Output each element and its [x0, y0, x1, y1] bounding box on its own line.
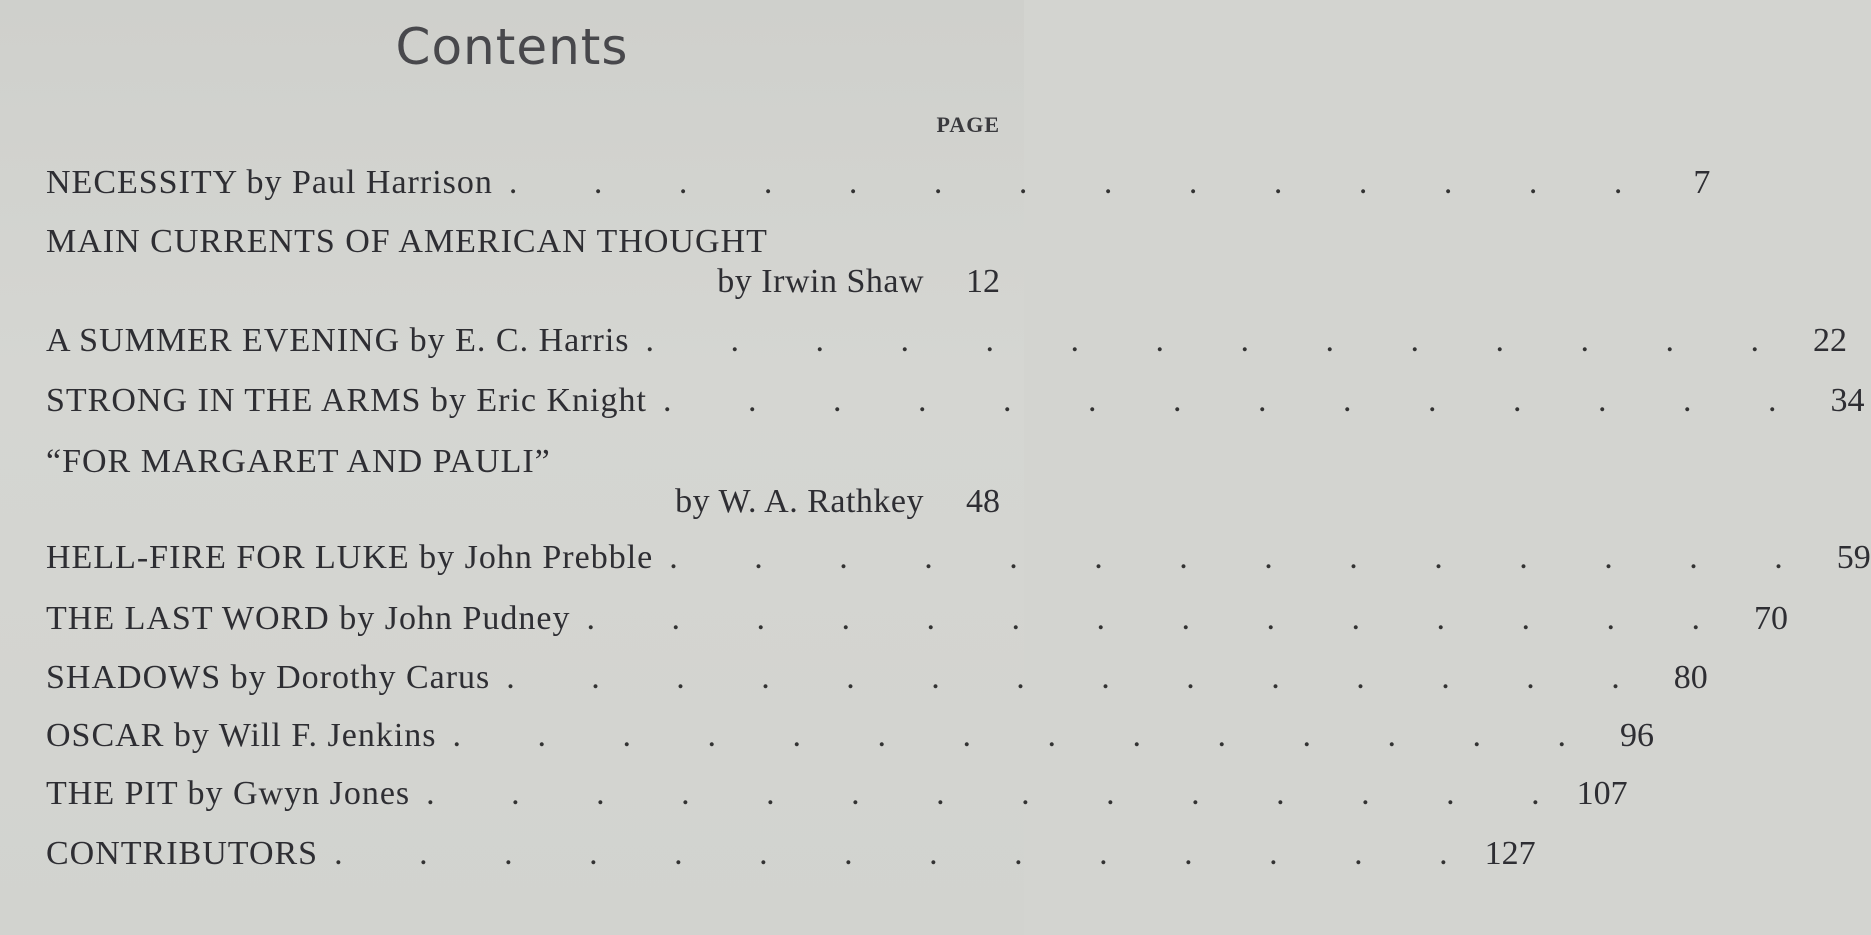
leader-dots: . . . . . . . . . . . . . . — [586, 600, 1734, 637]
entry-title: THE LAST WORD by John Pudney — [46, 600, 571, 637]
entry-page-number: 22 — [1813, 322, 1848, 359]
entry-title: MAIN CURRENTS OF AMERICAN THOUGHT — [46, 223, 768, 260]
entry-byline: by W. A. Rathkey — [675, 483, 924, 520]
toc-entry — [46, 322, 1848, 362]
entry-page-number: 96 — [1620, 717, 1655, 754]
entry-title: NECESSITY by Paul Harrison — [46, 164, 493, 201]
page-title: Contents — [395, 18, 629, 76]
toc-entry — [46, 443, 1000, 523]
leader-dots: . . . . . . . . . . . . . . — [426, 775, 1574, 812]
leader-dots: . . . . . . . . . . . . . . — [334, 835, 1482, 872]
leader-dots: . . . . . . . . . . . . . . — [669, 539, 1817, 576]
toc-entry — [46, 717, 1655, 757]
leader-dots: . . . . . . . . . . . . . . — [452, 717, 1601, 754]
entry-page-number: 59 — [1836, 539, 1871, 576]
entry-title: A SUMMER EVENING by E. C. Harris — [46, 322, 630, 359]
entry-title: HELL-FIRE FOR LUKE by John Prebble — [46, 539, 654, 576]
toc-entry — [46, 775, 1628, 815]
entry-title: CONTRIBUTORS — [46, 835, 319, 872]
toc-entry — [46, 539, 1871, 579]
entry-page-number: 80 — [1673, 659, 1708, 696]
entry-byline: by Irwin Shaw — [717, 263, 924, 300]
entry-page-number: 7 — [1693, 164, 1711, 201]
toc-entry — [46, 659, 1708, 699]
entry-page-number: 34 — [1830, 382, 1865, 419]
entry-page-number: 107 — [1576, 775, 1628, 812]
entry-title: SHADOWS by Dorothy Carus — [46, 659, 491, 696]
toc-entry — [46, 223, 1000, 303]
leader-dots: . . . . . . . . . . . . . . — [508, 164, 1657, 201]
page-column-label: PAGE — [936, 112, 1000, 137]
entry-title: STRONG IN THE ARMS by Eric Knight — [46, 382, 647, 419]
toc-entry — [46, 600, 1788, 640]
entry-title: OSCAR by Will F. Jenkins — [46, 717, 437, 754]
leader-dots: . . . . . . . . . . . . . . — [506, 659, 1654, 696]
toc-entry — [46, 835, 1536, 875]
entry-page-number: 48 — [966, 483, 1000, 520]
entry-page-number: 12 — [966, 263, 1000, 300]
toc-entry — [46, 382, 1865, 422]
leader-dots: . . . . . . . . . . . . . . — [645, 322, 1794, 359]
entry-page-number: 70 — [1753, 600, 1788, 637]
entry-title: “FOR MARGARET AND PAULI” — [46, 443, 551, 480]
entry-page-number: 127 — [1484, 835, 1536, 872]
toc-entry — [46, 164, 1711, 204]
leader-dots: . . . . . . . . . . . . . . — [662, 382, 1811, 419]
entry-title: THE PIT by Gwyn Jones — [46, 775, 411, 812]
